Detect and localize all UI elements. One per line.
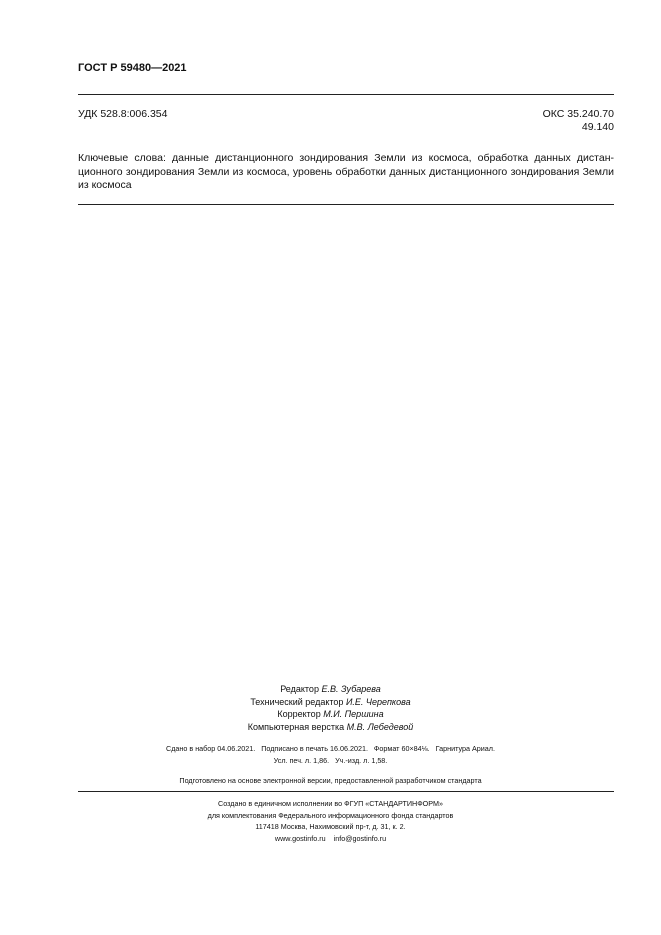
oks-line-1: ОКС 35.240.70 [542,108,614,120]
publisher-line-3: 117418 Москва, Нахимовский пр-т, д. 31, к. 2. [255,822,406,831]
publisher-line-2: для комплектования Федерального информационного фонда стандартов [207,810,454,820]
oks-line-2: 49.140 [581,121,614,133]
corrector-name: М.И. Першина [323,709,384,719]
tech-editor-role: Технический редактор [250,696,344,707]
editor-name: Е.В. Зубарева [321,684,381,694]
udk-code: УДК 528.8:006.354 [78,108,168,120]
print-info-line-1: Сдано в набор 04.06.2021. Подписано в печать 16.06.2021. Формат 60×84⅛. Гарнитура Ариал. [166,744,495,753]
credits-block [0,683,661,733]
oks-code [543,108,614,134]
standard-code: ГОСТ Р 59480—2021 [78,62,187,74]
layout-role: Компьютерная верстка [247,721,345,732]
keywords-paragraph: Ключевые слова: данные дистанционного зондирования Земли из космоса, обработка данных дистанционного зондирования Земли из космоса, уровень обработки данных дистанционного зондирования Земли из космоса [78,152,614,191]
layout-line [0,721,661,734]
layout-name: М.В. Лебедевой [346,721,414,732]
top-divider [78,94,614,95]
corrector-role: Корректор [277,709,321,719]
tech-editor-line [0,696,661,709]
corrector-line [0,708,661,721]
publisher-divider [78,791,614,792]
editor-role: Редактор [280,684,319,694]
editor-line [0,683,661,696]
publisher-contacts: www.gostinfo.ru info@gostinfo.ru [274,833,387,843]
prepared-note: Подготовлено на основе электронной версии, предоставленной разработчиком стандарта [179,776,482,785]
print-info [0,743,661,767]
tech-editor-name: И.Е. Черепкова [345,696,411,707]
publisher-line-1: Создано в единичном исполнении во ФГУП «СТАНДАРТИНФОРМ» [218,799,443,808]
publisher-block [0,798,661,844]
keywords-divider [78,204,614,205]
print-info-line-2: Усл. печ. л. 1,86. Уч.-изд. л. 1,58. [273,756,388,765]
